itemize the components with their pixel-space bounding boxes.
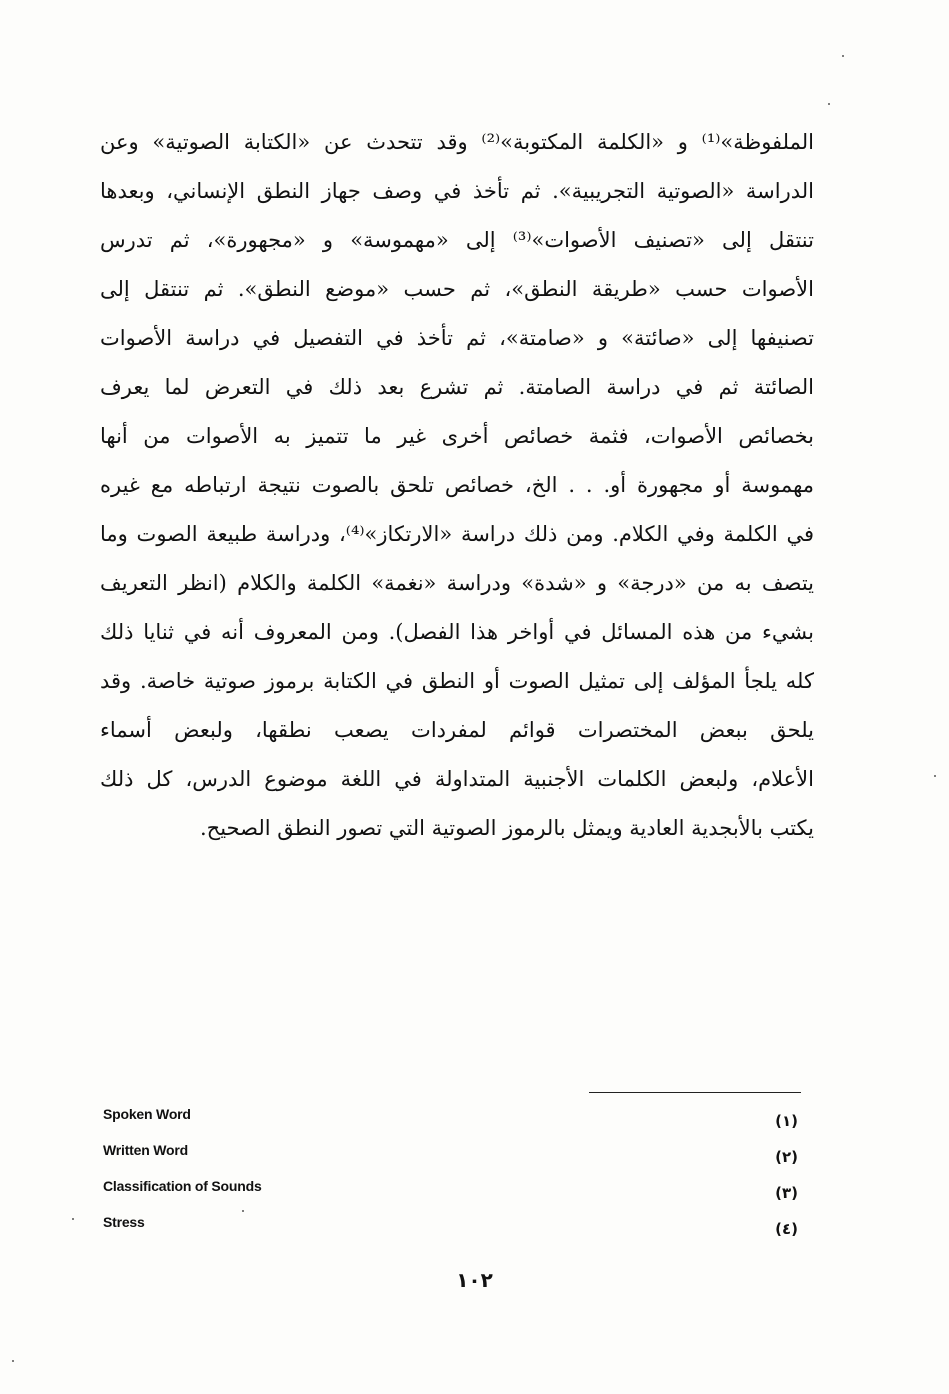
body-line: في الكلمة وفي الكلام. ومن ذلك دراسة «الارتكاز»⁽⁴⁾، ودراسة طبيعة الصوت وما [100,522,814,546]
body-line: الدراسة «الصوتية التجريبية». ثم تأخذ في وصف جهاز النطق الإنساني، وبعدها [100,179,814,203]
footnote-text: Written Word [103,1142,188,1158]
footnote-divider [589,1092,801,1093]
footnote-number: (٢) [775,1148,798,1166]
body-paragraph [100,118,814,853]
footnote-text: Spoken Word [103,1106,191,1122]
body-line: تصنيفها إلى «صائتة» و «صامتة»، ثم تأخذ في التفصيل في دراسة الأصوات [100,326,814,350]
body-line: يتصف به من «درجة» و «شدة» ودراسة «نغمة» الكلمة والكلام (انظر التعريف [100,571,814,595]
body-line: الصائتة ثم في دراسة الصامتة. ثم تشرع بعد ذلك في التعرض لما يعرف [100,375,814,399]
footnote-text: Stress [103,1214,145,1230]
scan-speck [934,775,936,777]
footnote-number: (٤) [775,1220,798,1238]
page-number: ١٠٢ [456,1268,493,1292]
footnotes-list [100,1104,800,1248]
footnote-number: (١) [775,1112,798,1130]
footnote-item [100,1140,800,1176]
scan-speck [72,1218,74,1220]
footnote-number: (٣) [775,1184,798,1202]
footnote-item [100,1104,800,1140]
footnote-item [100,1212,800,1248]
scan-speck [842,55,844,57]
scan-speck [242,1210,244,1212]
body-line: الأصوات حسب «طريقة النطق»، ثم حسب «موضع النطق». ثم تنتقل إلى [100,277,814,301]
body-line: بشيء من هذه المسائل في أواخر هذا الفصل). ومن المعروف أنه في ثنايا ذلك [100,620,814,644]
scan-speck [12,1360,14,1362]
footnote-text: Classification of Sounds [103,1178,262,1194]
body-line: الملفوظة»⁽¹⁾ و «الكلمة المكتوبة»⁽²⁾ وقد تتحدث عن «الكتابة الصوتية» وعن [100,130,814,154]
body-line: مهموسة أو مجهورة أو. . . الخ، خصائص تلحق بالصوت نتيجة ارتباطه مع غيره [100,473,814,497]
body-line: بخصائص الأصوات، فثمة خصائص أخرى غير ما تتميز به الأصوات من أنها [100,424,814,448]
body-line: يلحق ببعض المختصرات قوائم لمفردات يصعب نطقها، ولبعض أسماء [100,718,814,742]
footnote-item [100,1176,800,1212]
body-line: يكتب بالأبجدية العادية ويمثل بالرموز الصوتية التي تصور النطق الصحيح. [199,816,814,840]
body-line: الأعلام، ولبعض الكلمات الأجنبية المتداولة في اللغة موضوع الدرس، كل ذلك [100,767,814,791]
scan-speck [828,103,830,105]
body-line: تنتقل إلى «تصنيف الأصوات»⁽³⁾ إلى «مهموسة» و «مجهورة»، ثم تدرس [100,228,814,252]
body-line: كله يلجأ المؤلف إلى تمثيل الصوت أو النطق في الكتابة برموز صوتية خاصة. وقد [100,669,814,693]
